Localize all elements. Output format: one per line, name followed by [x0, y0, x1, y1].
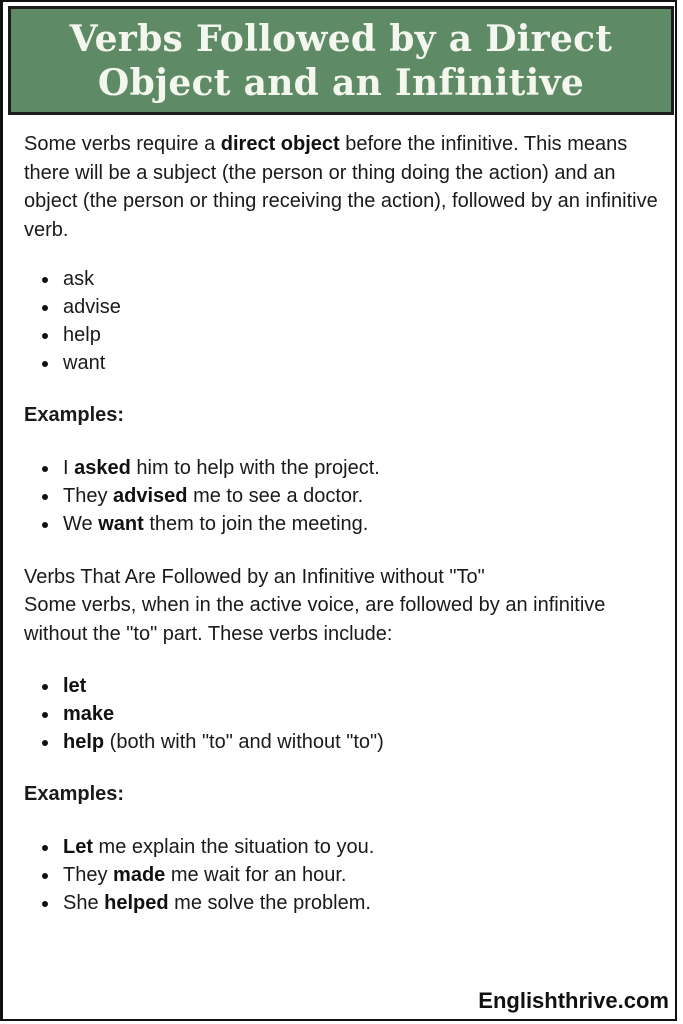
verb-list-bare-infinitive: [24, 672, 664, 756]
example-text: me to see a doctor.: [187, 484, 364, 507]
example-verb: asked: [74, 456, 131, 479]
list-item: [24, 889, 664, 917]
example-text: me wait for an hour.: [165, 863, 347, 886]
site-watermark: Englishthrive.com: [478, 988, 669, 1013]
list-item: ask: [24, 265, 664, 293]
intro-text-rest: before the infinitive. This means there will be a subject (the person or thing doing the action) and an object (the person or thing receiving the action), followed by an infinitive verb.: [24, 133, 658, 241]
section2-intro: Some verbs, when in the active voice, are followed by an infinitive without the "to" part. These verbs include:: [24, 594, 606, 645]
example-text: I: [63, 456, 75, 479]
example-list-1: [24, 454, 664, 538]
page-title-line-1: Verbs Followed by a Direct: [69, 17, 613, 60]
example-text: me solve the problem.: [168, 891, 371, 914]
example-text: him to help with the project.: [130, 456, 380, 479]
list-item: [24, 728, 664, 756]
verb-note: (both with "to" and without "to"): [104, 731, 384, 753]
verb-bold: let: [63, 675, 87, 697]
verb-bold: help: [63, 731, 105, 753]
list-item: help: [24, 321, 664, 349]
example-verb: want: [98, 512, 144, 535]
example-text: them to join the meeting.: [143, 512, 369, 535]
section2-title: Verbs That Are Followed by an Infinitive without "To": [24, 565, 485, 588]
example-verb: Let: [63, 835, 93, 858]
verb-bold: make: [63, 703, 115, 725]
list-item: [24, 510, 664, 538]
title-banner: [8, 6, 674, 115]
example-verb: made: [113, 863, 166, 886]
example-verb: helped: [104, 891, 169, 914]
list-item: [24, 700, 664, 728]
example-text: She: [63, 891, 105, 914]
example-text: They: [63, 863, 114, 886]
list-item: [24, 482, 664, 510]
intro-bold-term: direct object: [220, 133, 340, 155]
list-item: advise: [24, 293, 664, 321]
examples-heading-1: Examples:: [24, 404, 125, 426]
list-item: [24, 861, 664, 889]
verb-list-direct-object: [24, 265, 664, 377]
example-list-2: [24, 833, 664, 917]
example-verb: advised: [113, 484, 188, 507]
example-text: They: [63, 484, 114, 507]
article-body: [24, 130, 664, 917]
intro-text: Some verbs require a: [24, 133, 221, 155]
page-title-line-2: Object and an Infinitive: [97, 61, 585, 104]
list-item: [24, 454, 664, 482]
list-item: [24, 672, 664, 700]
examples-heading-2: Examples:: [24, 783, 125, 805]
example-text: me explain the situation to you.: [93, 835, 375, 858]
list-item: [24, 833, 664, 861]
section1-intro: [24, 130, 664, 244]
example-text: We: [63, 512, 99, 535]
list-item: want: [24, 349, 664, 377]
